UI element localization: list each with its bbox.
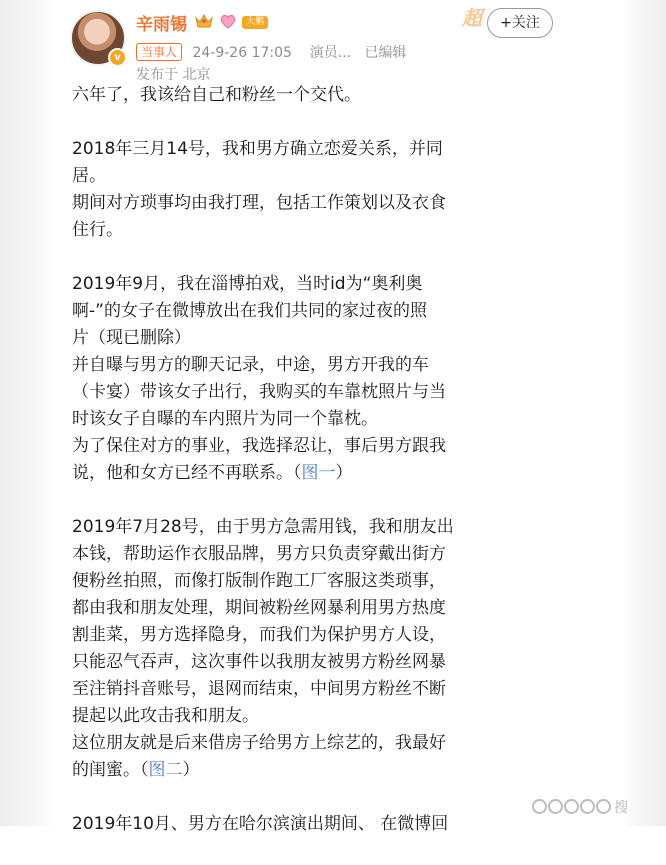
author-name[interactable]: 辛雨锡 <box>136 15 187 35</box>
text-line: 2019年7月28号，由于男方急需用钱，我和朋友出 <box>72 517 454 537</box>
text-line: 片（现已删除） <box>72 328 191 348</box>
watermark-dot-icon <box>596 799 611 814</box>
watermark-text: 搜 <box>614 799 628 816</box>
text-line <box>72 757 506 784</box>
text-line: 割韭菜，男方选择隐身，而我们为保护男方人设， <box>72 625 446 645</box>
text-line: 啊-”的女子在微博放出在我们共同的家过夜的照 <box>72 301 427 321</box>
text-line <box>72 460 506 487</box>
paragraph-2019-sep <box>72 271 506 487</box>
text-fragment: 的闺蜜。（ <box>72 760 149 780</box>
text-fragment: ） <box>335 463 353 483</box>
verified-icon: v <box>108 48 127 67</box>
text-line: 都由我和朋友处理，期间被粉丝网暴利用男方热度 <box>72 598 446 618</box>
image-link-1[interactable]: 图一 <box>301 463 336 483</box>
text-line: 期间对方琐事均由我打理，包括工作策划以及衣食 <box>72 193 446 213</box>
watermark-dot-icon <box>548 799 563 814</box>
post-timestamp: 24-9-26 17:05 <box>192 45 292 61</box>
text-fragment: 说，他和女方已经不再联系。（ <box>72 463 302 483</box>
crown-icon <box>194 12 214 30</box>
fan-heart-icon <box>219 12 237 30</box>
follow-button[interactable]: +关注 <box>487 8 553 38</box>
text-line: 六年了，我该给自己和粉丝一个交代。 <box>72 85 361 105</box>
text-line: 至注销抖音账号，退网而结束，中间男方粉丝不断 <box>72 679 446 699</box>
paragraph-2019-jul <box>72 514 506 784</box>
text-line: 住行。 <box>72 220 123 240</box>
edited-label[interactable]: 已编辑 <box>364 45 407 61</box>
text-line: 便粉丝拍照，而像打版制作跑工厂客服这类琐事， <box>72 571 446 591</box>
text-line: 时该女子自曝的车内照片为同一个靠枕。 <box>72 409 378 429</box>
author-title[interactable]: 演员... <box>309 45 352 61</box>
post-body <box>72 82 506 865</box>
role-tag: 当事人 <box>136 43 182 61</box>
screen-right-edge <box>622 0 666 826</box>
text-line: 居。 <box>72 166 106 186</box>
text-line: 这位朋友就是后来借房子给男方上综艺的，我最好 <box>72 733 446 753</box>
paragraph-2019-oct <box>72 811 506 838</box>
text-line: 提起以此攻击我和朋友。 <box>72 706 259 726</box>
text-line: 本钱，帮助运作衣服品牌，男方只负责穿戴出街方 <box>72 544 446 564</box>
level-badge: 大鹏 <box>242 16 268 29</box>
post-location: 发布于 北京 <box>136 67 211 83</box>
watermark-dot-icon <box>564 799 579 814</box>
text-line: 为了保住对方的事业，我选择忍让，事后男方跟我 <box>72 436 446 456</box>
super-topic-mark: 超 <box>462 6 482 30</box>
text-line: （卡宴）带该女子出行，我购买的车靠枕照片与当 <box>72 382 446 402</box>
image-link-2[interactable]: 图二 <box>148 760 183 780</box>
screen-left-edge <box>0 0 56 826</box>
text-line: 2018年三月14号，我和男方确立恋爱关系，并同 <box>72 139 443 159</box>
watermark-dot-icon <box>532 799 547 814</box>
paragraph-2018 <box>72 136 506 244</box>
watermark <box>532 796 642 816</box>
text-line: 并自曝与男方的聊天记录，中途，男方开我的车 <box>72 355 429 375</box>
text-line: 只能忍气吞声，这次事件以我朋友被男方粉丝网暴 <box>72 652 446 672</box>
post-meta <box>136 42 406 62</box>
text-line: 2019年9月，我在淄博拍戏，当时id为“奥利奥 <box>72 274 423 294</box>
text-fragment: ） <box>182 760 200 780</box>
watermark-dot-icon <box>580 799 595 814</box>
post-header <box>62 0 540 90</box>
text-line: 2019年10月、男方在哈尔滨演出期间、 在微博回 <box>72 814 449 834</box>
paragraph-intro <box>72 82 506 109</box>
